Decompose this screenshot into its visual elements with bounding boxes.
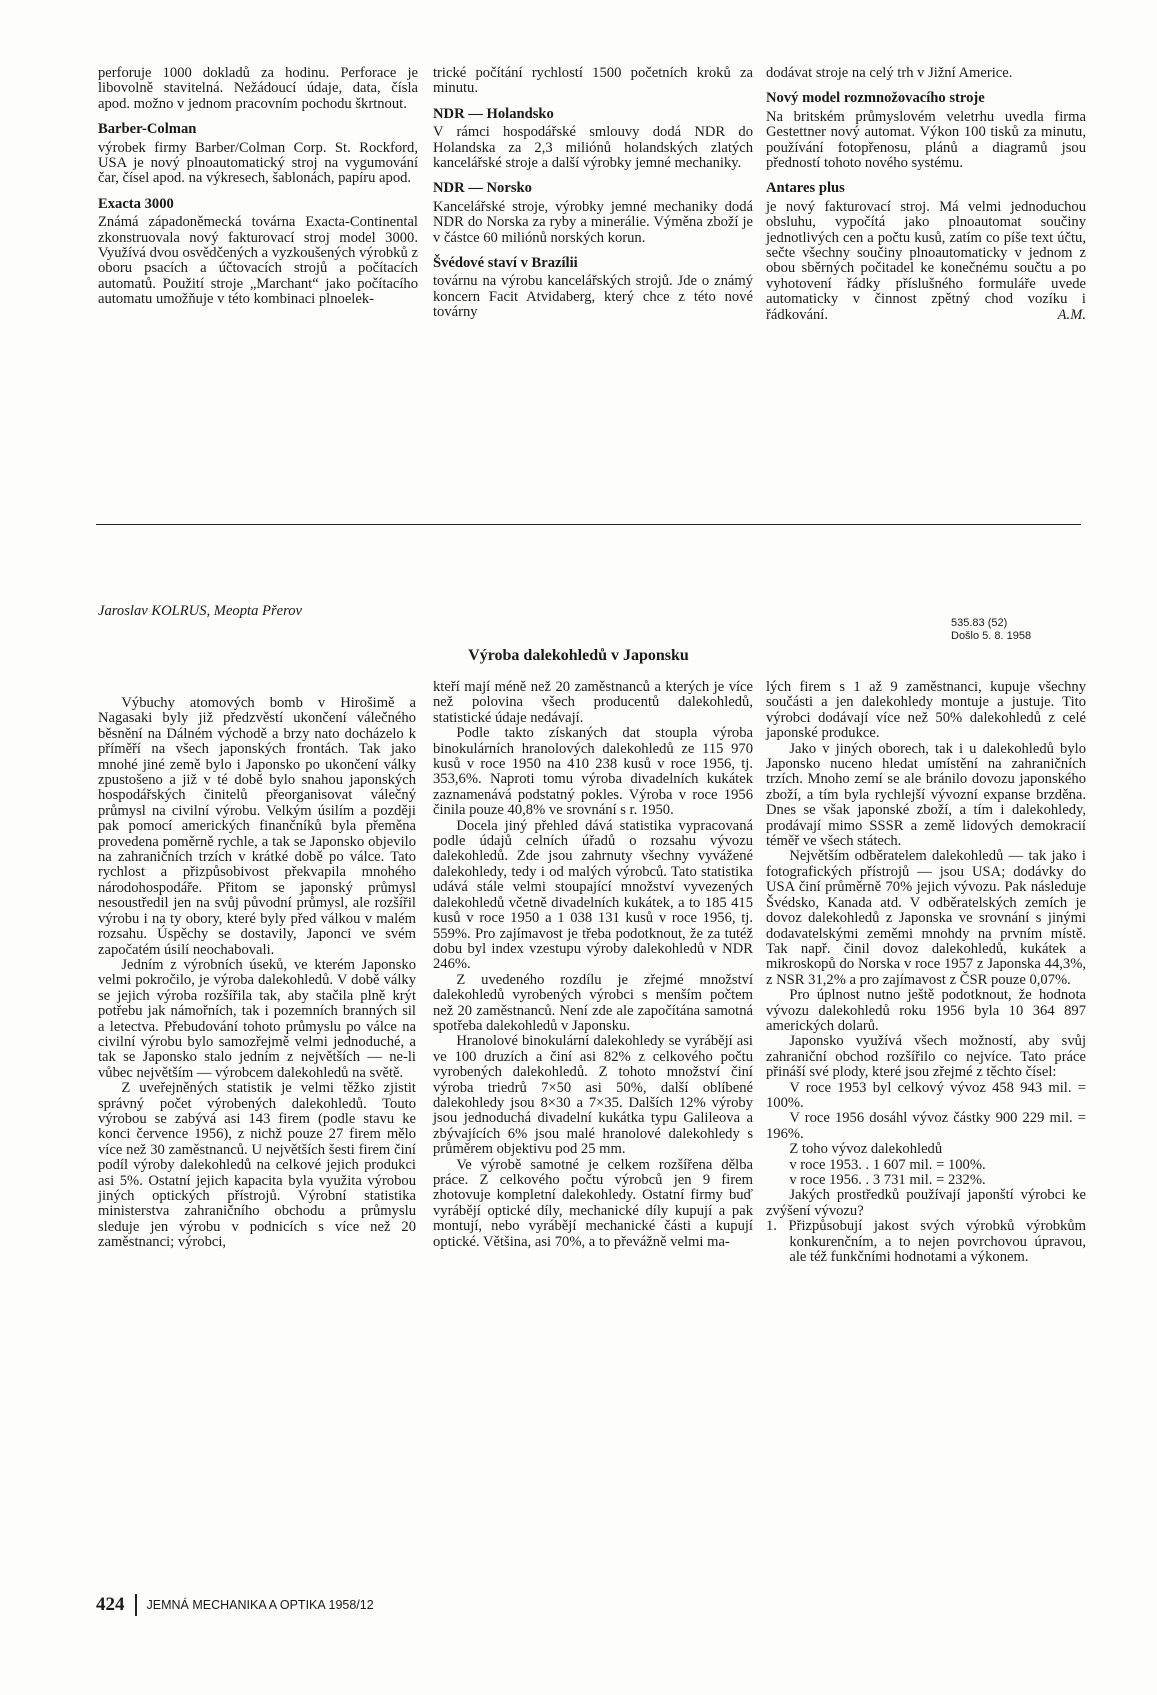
news-text: je nový fakturovací stroj. Má velmi jednoduchou obsluhu, vypočítá jako plnoautomat součiny jednotlivých cen a počtu kusů, zatím co píše text účtu, sečte všechny součiny plnoautomaticky v jednom z obou sběrných počitadel ke konečnému součtu a po vyhotovení řádky příslušného formuláře uvede automaticky v činnost zpětný chod vozíku i řádkování. A.M. [766, 198, 1086, 323]
article-paragraph: Výbuchy atomových bomb v Hirošimě a Nagasaki byly již předzvěstí ukončení válečného běsnění na Dálném východě a brzy nato docházelo k příměří na všech japonských frontách. Tak jako mnohé jiné země bylo i Japonsko po ukončení války zpustošeno a již v té době bylo snahou japonských hospodářských činitelů přeorganisovat válečný průmysl na civilní výrobu. Velkým úsilím a později pak pomocí amerických finančníků byla přeměna provedena poměrně rychle, a tak se Japonsko objevilo na zahraničních trzích v krátké době po válce. Tato rychlost a přizpůsobivost překvapila mnohého národohospodáře. Přitom se japonský průmysl nesoustředil jen na svůj původní průmysl, ale rozšířil výrobu i na ty obory, které byly před válkou v malém rozsahu. Úspěchy se dostavily, Japonci ve svém započatém úsilí neochabovali. [98, 695, 416, 958]
page-number: 424 [96, 1594, 125, 1615]
news-text: výrobek firmy Barber/Colman Corp. St. Rockford, USA je nový plnoautomatický stroj na vygumování čar, čísel apod. na výkresech, šablonách, papíru apod. [98, 139, 418, 187]
article-paragraph: Japonsko využívá všech možností, aby svůj zahraniční obchod rozšířilo co nejvíce. Tato práce přináší své plody, které jsou zřejmé z těchto čísel: [766, 1033, 1086, 1081]
news-text: perforuje 1000 dokladů za hodinu. Perforace je libovolně stavitelná. Nežádoucí údaje, data, čísla apod. možno v jednom pracovním pochodu škrtnout. [98, 65, 418, 112]
article-column-3 [766, 680, 1086, 1265]
page-footer [96, 1594, 374, 1616]
article-paragraph: Pro úplnost nutno ještě podotknout, že hodnota vývozu dalekohledů roku 1956 byla 10 364 897 amerických dolarů. [766, 987, 1086, 1034]
news-text: dodávat stroje na celý trh v Jižní Americe. [766, 65, 1013, 81]
news-text: Kancelářské stroje, výrobky jemné mechaniky dodá NDR do Norska za ryby a minerálie. Výměna zboží je v částce 60 miliónů norských korun. [433, 198, 753, 246]
article-paragraph: lých firem s 1 až 9 zaměstnanci, kupuje všechny součásti a jen dalekohledy montuje a justuje. Tito výrobci dodávají více než 50% dalekohledů z celé japonské produkce. [766, 679, 1086, 742]
statistic-line: v roce 1953. . 1 607 mil. = 100%. [789, 1156, 986, 1173]
article-author: Jaroslav KOLRUS, Meopta Přerov [98, 603, 303, 619]
news-text: trické počítání rychlostí 1500 početních kroků za minutu. [433, 65, 753, 97]
news-text: továrnu na výrobu kancelářských strojů. Jde o známý koncern Facit Atvidaberg, který chce z této nové továrny [433, 273, 753, 321]
journal-name: JEMNÁ MECHANIKA A OPTIKA 1958/12 [146, 1598, 374, 1612]
article-paragraph: Jako v jiných oborech, tak i u dalekohledů bylo Japonsko nuceno hledat umístění na zahraničních trzích. Mnoho zemí se ale bránilo dovozu japonského zboží, a tím byla rychlejší vývozní expanse brzděna. Dnes se však japonské zboží, a tím i dalekohledy, prodávají mimo SSSR a země lidových demokracií téměř ve všech státech. [766, 740, 1086, 850]
news-heading: Exacta 3000 [98, 195, 174, 212]
article-paragraph: kteří mají méně než 20 zaměstnanců a kterých je více než polovina všech producentů dalekohledů, statistické údaje nedávají. [433, 679, 753, 726]
news-heading: Antares plus [766, 180, 845, 197]
article-paragraph: Největším odběratelem dalekohledů — tak jako i fotografických přístrojů — jsou USA; dodávky do USA činí průměrně 70% jejich vývozu. Pak následuje Švédsko, Kanada atd. V odběratelských zemích je dovoz dalekohledů z Japonska ve srovnání s jinými dodavatelskými zeměmi mnohdy na prvním místě. Tak např. činil dovoz dalekohledů, kukátek a mikroskopů do Norska v roce 1957 z Japonska 44,3%, z NSR 31,2% a pro zajímavost z ČSR pouze 0,07%. [766, 848, 1086, 988]
news-heading: NDR — Norsko [433, 180, 532, 197]
section-divider [96, 524, 1081, 525]
article-paragraph: Podle takto získaných dat stoupla výroba binokulárních hranolových dalekohledů ze 115 970 kusů v roce 1950 na 410 238 kusů v roce 1956, tj. 353,6%. Naproti tomu výroba divadelních kukátek zaznamenává podstatný pokles. Výroba v roce 1956 činila pouze 40,8% ve srovnání s r. 1950. [433, 725, 753, 819]
statistic-line: V roce 1956 dosáhl vývoz částky 900 229 mil. = 196%. [766, 1110, 1086, 1142]
numbered-item: 1. Přizpůsobují jakost svých výrobků výrobkům konkurenčním, a to nejen povrchovou úpravou, ale též funkčními hodnotami a výkonem. [766, 1218, 1086, 1266]
news-heading: NDR — Holandsko [433, 105, 554, 122]
news-column-1 [98, 66, 418, 308]
news-heading: Švédové staví v Brazílii [433, 255, 578, 272]
article-paragraph: Jedním z výrobních úseků, ve kterém Japonsko velmi pokročilo, je výroba dalekohledů. V době války se jejich výroba rozšířila tak, aby stačila plně krýt potřebu jak námořních, tak i pozemních branných sil a letectva. Přebudování tohoto průmyslu po válce na civilní výrobu bylo samozřejmě velmi jednoduché, a tak se Japonsko stalo jedním z největších — ne-li vůbec největším — výrobcem dalekohledů na světě. [98, 956, 416, 1081]
article-paragraph: Z uvedeného rozdílu je zřejmé množství dalekohledů vyrobených výrobci s menším počtem než 20 zaměstnanců. Není zde ale započítána samotná spotřeba dalekohledů v Japonsku. [433, 971, 753, 1034]
statistic-line: Z toho vývoz dalekohledů [789, 1141, 943, 1158]
footer-divider [135, 1594, 137, 1616]
news-text: Na britském průmyslovém veletrhu uvedla firma Gestettner nový automat. Výkon 100 tisků za minutu, používání fotopřenosu, plánů a diagramů jsou předností tohoto nového systému. [766, 108, 1086, 172]
article-column-1 [98, 696, 416, 1251]
article-column-2 [433, 680, 753, 1250]
news-text: Známá západoněmecká továrna Exacta-Continental zkonstruovala nový fakturovací stroj model 3000. Využívá dvou osvědčených a vyzkoušených výrobků z oboru psacích a účtovacích strojů a počítacích automatů. Použití stroje „Marchant“ jako počítacího automatu umožňuje v této kombinaci plnoelek- [98, 214, 418, 308]
article-paragraph: Z uveřejněných statistik je velmi těžko zjistit správný počet výrobených dalekohledů. Touto výrobou se zabývá asi 143 firem (podle stavu ke konci července 1956), z nichž pouze 27 firem mělo více než 30 zaměstnanců. U největších šesti firem činí podíl výroby dalekohledů na celkové jejich produkci asi 5%. Ostatní jejich kapacita byla využita výrobou jiných optických přístrojů. Výrobní statistika ministerstva zahraničního obchodu a průmyslu sleduje jen výrobu v podnicích s více než 20 zaměstnanci; výrobci, [98, 1080, 416, 1251]
signature: A.M. [1057, 306, 1086, 323]
article-paragraph: Ve výrobě samotné je celkem rozšířena dělba práce. Z celkového počtu výrobců jen 9 firem zhotovuje kompletní dalekohledy. Ostatní firmy buď vyrábějí optické díly, mechanické díly kupují a pak montují, nebo vyrábějí mechanické části a kupují optické. Většina, asi 70%, a to převážně velmi ma- [433, 1156, 753, 1250]
classification-code: 535.83 (52) [951, 617, 1008, 629]
statistic-line: V roce 1953 byl celkový vývoz 458 943 mil. = 100%. [766, 1079, 1086, 1111]
article-title: Výroba dalekohledů v Japonsku [468, 647, 689, 664]
article-paragraph: Docela jiný přehled dává statistika vypracovaná podle údajů celních úřadů o rozsahu vývozu dalekohledů. Zde jsou zahrnuty všechny vyvážené dalekohledy, tedy i od malých výrobců. Tato statistika udává stále velmi stoupající množství vyvezených dalekohledů včetně divadelních kukátek, a to 185 415 kusů v roce 1950 a 1 038 131 kusů v roce 1956, tj. 559%. Pro zajímavost je třeba podotknout, že za tutéž dobu byl index vzestupu výroby dalekohledů v NDR 246%. [433, 817, 753, 973]
news-column-3 [766, 66, 1086, 323]
received-date: Došlo 5. 8. 1958 [951, 630, 1032, 642]
news-column-2 [433, 66, 753, 321]
article-paragraph: Hranolové binokulární dalekohledy se vyrábějí asi ve 100 druzích a činí asi 82% z celkového počtu vyrobených dalekohledů. Z tohoto množství činí výroba triedrů 7×50 asi 50%, další oblíbené dalekohledy jsou 8×30 a 7×35. Dalších 12% výroby jsou jednoduchá divadelní kukátka typu Galileova a zbývajících 6% jsou malé hranolové dalekohledy s průměrem objektivu pod 25 mm. [433, 1033, 753, 1158]
news-heading: Barber-Colman [98, 121, 197, 138]
article-paragraph: Jakých prostředků používají japonští výrobci ke zvýšení vývozu? [766, 1187, 1086, 1219]
news-text: V rámci hospodářské smlouvy dodá NDR do Holandska za 2,3 miliónů holandských zlatých kancelářské stroje a další výrobky jemné mechaniky. [433, 124, 753, 172]
classification-block [951, 617, 1031, 643]
news-heading: Nový model rozmnožovacího stroje [766, 90, 985, 107]
statistic-line: v roce 1956. . 3 731 mil. = 232%. [789, 1172, 986, 1188]
